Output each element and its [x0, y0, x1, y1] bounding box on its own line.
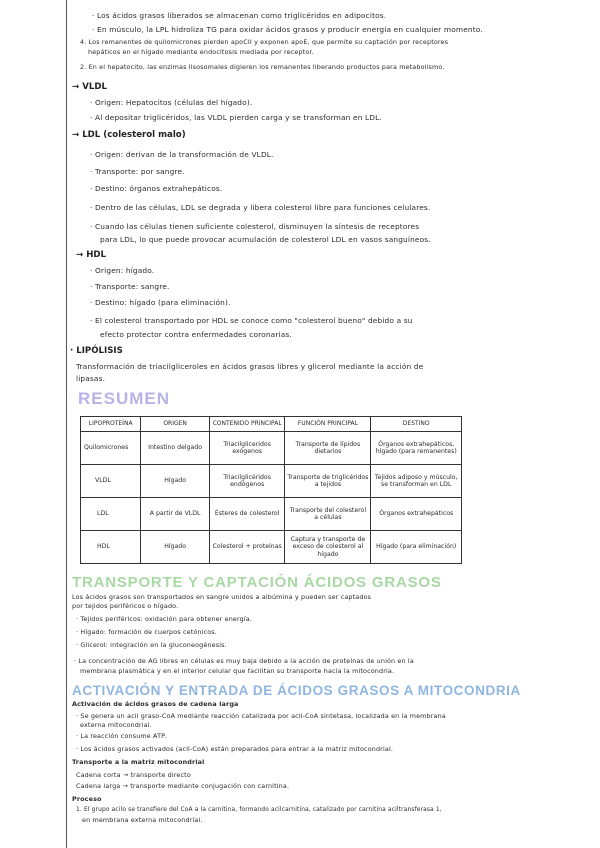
ldl-item: · Cuando las células tienen suficiente colesterol, disminuyen la síntesis de receptores: [90, 222, 420, 231]
activacion-subtitle: Proceso: [72, 795, 102, 803]
table-header-row: [81, 417, 462, 432]
ldl-item: · Origen: derivan de la transformación de VLDL.: [90, 150, 274, 159]
activacion-text: 1. El grupo acilo se transfiere del CoA a la carnitina, formando acilcarnitina, catalizado por carnitina aciltransferasa 1,: [76, 807, 442, 813]
table-row: [81, 465, 462, 498]
ldl-item: · Transporte: por sangre.: [90, 167, 185, 176]
lipolisis-text: lipasas.: [76, 374, 106, 383]
table-cell: Triacilgliceridos exógenos: [209, 432, 284, 465]
vldl-item: · Al depositar triglicéridos, las VLDL pierden carga y se transforman en LDL.: [90, 113, 382, 122]
activacion-text: Cadena larga → transporte mediante conjugación con carnitina.: [76, 782, 290, 790]
table-row: [81, 531, 462, 564]
activacion-subtitle: Activación de ácidos grasos de cadena larga: [72, 700, 239, 708]
table-cell: Tejidos adiposo y músculo, se transforman en LDL: [371, 465, 462, 498]
table-cell: Hígado: [141, 465, 210, 498]
table-cell: Triacilglicéridos endógenos: [209, 465, 284, 498]
table-cell: Hígado: [141, 531, 210, 564]
hdl-item: · Transporte: sangre.: [90, 282, 170, 291]
transporte-text: Los ácidos grasos son transportados en sangre unidos a albúmina y pueden ser captados: [72, 593, 372, 601]
activacion-text: Cadena corta → transporte directo: [76, 771, 191, 779]
column-header: CONTENIDO PRINCIPAL: [209, 417, 284, 432]
table-cell: Órganos extrahepáticos, hígado (para remanentes): [371, 432, 462, 465]
transporte-item: · Hígado: formación de cuerpos cetónicos.: [76, 628, 217, 636]
table-cell: Hígado (para eliminación): [371, 531, 462, 564]
activacion-text: · Se genera un acil graso-CoA mediante reacción catalizada por acil-CoA sintetasa, localizada en la membrana: [76, 712, 446, 720]
text-line: · Los ácidos grasos liberados se almacenan como triglicéridos en adipocitos.: [92, 11, 387, 20]
hdl-item: · Origen: hígado.: [90, 266, 155, 275]
table-cell: Quilomicrones: [81, 432, 141, 465]
hdl-item: efecto protector contra enfermedades coronarias.: [100, 330, 292, 339]
activacion-text: · Los ácidos grasos activados (acil-CoA) están preparados para entrar a la matriz mitocondrial.: [76, 745, 394, 753]
ldl-item: · Dentro de las células, LDL se degrada y libera colesterol libre para funciones celulares.: [90, 203, 431, 212]
table-cell: Intestino delgado: [141, 432, 210, 465]
lipolisis-text: Transformación de triacilgliceroles en ácidos grasos libres y glicerol mediante la acción de: [76, 362, 424, 371]
resumen-title: RESUMEN: [78, 389, 171, 408]
activacion-subtitle: Transporte a la matriz mitocondrial: [72, 758, 205, 766]
column-header: LIPOPROTEÍNA: [81, 417, 141, 432]
table-row: [81, 498, 462, 531]
vldl-item: · Origen: Hepatocitos (células del hígado).: [90, 98, 253, 107]
transporte-note: · La concentración de AG libres en células es muy baja debido a la acción de proteínas de unión en la: [74, 657, 414, 665]
transporte-title: TRANSPORTE Y CAPTACIÓN ÁCIDOS GRASOS: [72, 574, 442, 591]
table-cell: VLDL: [81, 465, 141, 498]
ldl-item: · Destino: órganos extrahepáticos.: [90, 184, 223, 193]
table-cell: Transporte de triglicéridos a tejidos: [285, 465, 371, 498]
ldl-item: para LDL, lo que puede provocar acumulación de colesterol LDL en vasos sanguíneos.: [100, 235, 431, 244]
activacion-title: ACTIVACIÓN Y ENTRADA DE ÁCIDOS GRASOS A MITOCONDRIA: [72, 683, 521, 698]
hdl-item: · El colesterol transportado por HDL se conoce como "colesterol bueno" debido a su: [90, 316, 413, 325]
margin-line: [66, 0, 67, 848]
transporte-note: membrana plasmática y en el interior celular que facilitan su transporte hacia la mitocondria.: [80, 667, 395, 675]
hdl-item: · Destino: hígado (para eliminación).: [90, 298, 231, 307]
column-header: FUNCIÓN PRINCIPAL: [285, 417, 371, 432]
table-cell: LDL: [81, 498, 141, 531]
transporte-item: · Tejidos periféricos: oxidación para obtener energía.: [76, 615, 253, 623]
table-cell: Ésteres de colesterol: [209, 498, 284, 531]
activacion-text: · La reacción consume ATP.: [76, 732, 167, 740]
text-line: · En músculo, la LPL hidroliza TG para oxidar ácidos grasos y producir energía en cualquier momento.: [92, 25, 483, 34]
text-line: 2. En el hepatocito, las enzimas lisosomales digieren los remanentes liberando productos para metabolismo.: [80, 63, 445, 71]
vldl-heading: → VLDL: [72, 82, 107, 92]
text-line: hepáticos en el hígado mediante endocitosis mediada por receptor.: [88, 48, 314, 56]
activacion-text: en membrana externa mitocondrial.: [82, 816, 203, 824]
column-header: DESTINO: [371, 417, 462, 432]
summary-table: [80, 416, 462, 564]
text-line: 4. Los remanentes de quilomicrones pierden apoCII y exponen apoE, que permite su captación por receptores: [80, 38, 449, 46]
column-header: ORIGEN: [141, 417, 210, 432]
table-cell: Colesterol + proteínas: [209, 531, 284, 564]
table-cell: Captura y transporte de exceso de colesterol al hígado: [285, 531, 371, 564]
activacion-text: externa mitocondrial.: [80, 721, 152, 729]
table-row: [81, 432, 462, 465]
table-cell: Transporte del colesterol a células: [285, 498, 371, 531]
transporte-item: · Glicerol: integración en la gluconeogénesis.: [76, 641, 227, 649]
table-cell: Transporte de lípidos dietarios: [285, 432, 371, 465]
transporte-text: por tejidos periféricos o hígado.: [72, 602, 179, 610]
hdl-heading: → HDL: [76, 250, 106, 260]
table-cell: Órganos extrahepáticos: [371, 498, 462, 531]
lipolisis-heading: · LIPÓLISIS: [70, 346, 123, 356]
ldl-heading: → LDL (colesterol malo): [72, 130, 186, 140]
table-cell: A partir de VLDL: [141, 498, 210, 531]
table-cell: HDL: [81, 531, 141, 564]
